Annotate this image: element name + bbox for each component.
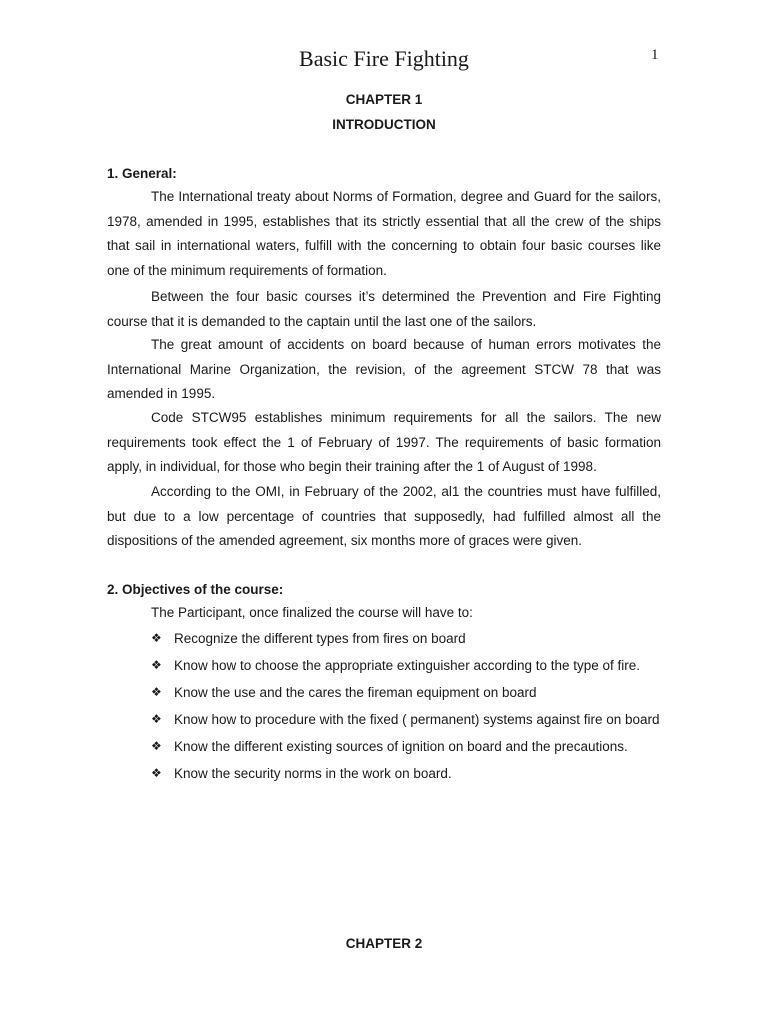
chapter-2-label: CHAPTER 2: [345, 936, 423, 951]
diamond-bullet-icon: ❖: [151, 685, 162, 699]
general-paragraph-5: According to the OMI, in February of the 2002, al1 the countries must have fulfilled, but due to a low percentage of countries that supposedly, had fulfilled almost all the dispositions of the amended agreement, six months more of graces were given.: [107, 484, 661, 549]
list-item: [151, 626, 661, 651]
diamond-bullet-icon: ❖: [151, 739, 162, 753]
list-item-text: Know how to procedure with the fixed ( permanent) systems against fire on board: [174, 712, 660, 727]
general-paragraph-3: The great amount of accidents on board because of human errors motivates the International Marine Organization, the revision, of the agreement STCW 78 that was amended in 1995.: [107, 337, 661, 402]
list-item-text: Know how to choose the appropriate extinguisher according to the type of fire.: [174, 658, 641, 673]
general-paragraph-2: Between the four basic courses it’s determined the Prevention and Fire Fighting course that it is demanded to the captain until the last one of the sailors.: [107, 289, 661, 329]
diamond-bullet-icon: ❖: [151, 712, 162, 726]
objectives-intro: The Participant, once finalized the course will have to:: [151, 605, 473, 620]
list-item-text: Know the security norms in the work on board.: [174, 766, 452, 781]
list-item-text: Know the different existing sources of ignition on board and the precautions.: [174, 739, 628, 754]
chapter-1-title: INTRODUCTION: [332, 117, 436, 132]
document-title: Basic Fire Fighting: [299, 46, 469, 71]
diamond-bullet-icon: ❖: [151, 658, 162, 672]
section-objectives-heading: 2. Objectives of the course:: [107, 582, 284, 597]
objectives-list: [151, 626, 661, 788]
list-item-text: Recognize the different types from fires on board: [174, 631, 466, 646]
list-item: [151, 707, 661, 732]
list-item: [151, 680, 661, 705]
list-item-text: Know the use and the cares the fireman equipment on board: [174, 685, 537, 700]
list-item: [151, 734, 661, 759]
list-item: [151, 761, 661, 786]
list-item: [151, 653, 661, 678]
chapter-1-label: CHAPTER 1: [345, 92, 423, 107]
general-paragraph-1: The International treaty about Norms of Formation, degree and Guard for the sailors, 1978, amended in 1995, establishes that its strictly essential that all the crew of the ships that sail in international waters, fulfill with the concerning to obtain four basic courses like one of the minimum requirements of formation.: [107, 189, 661, 278]
diamond-bullet-icon: ❖: [151, 766, 162, 780]
section-general-heading: 1. General:: [107, 166, 177, 181]
page-number: 1: [651, 47, 659, 63]
general-paragraph-4: Code STCW95 establishes minimum requirements for all the sailors. The new requirements took effect the 1 of February of 1997. The requirements of basic formation apply, in individual, for those who begin their training after the 1 of August of 1998.: [107, 410, 661, 475]
diamond-bullet-icon: ❖: [151, 631, 162, 645]
